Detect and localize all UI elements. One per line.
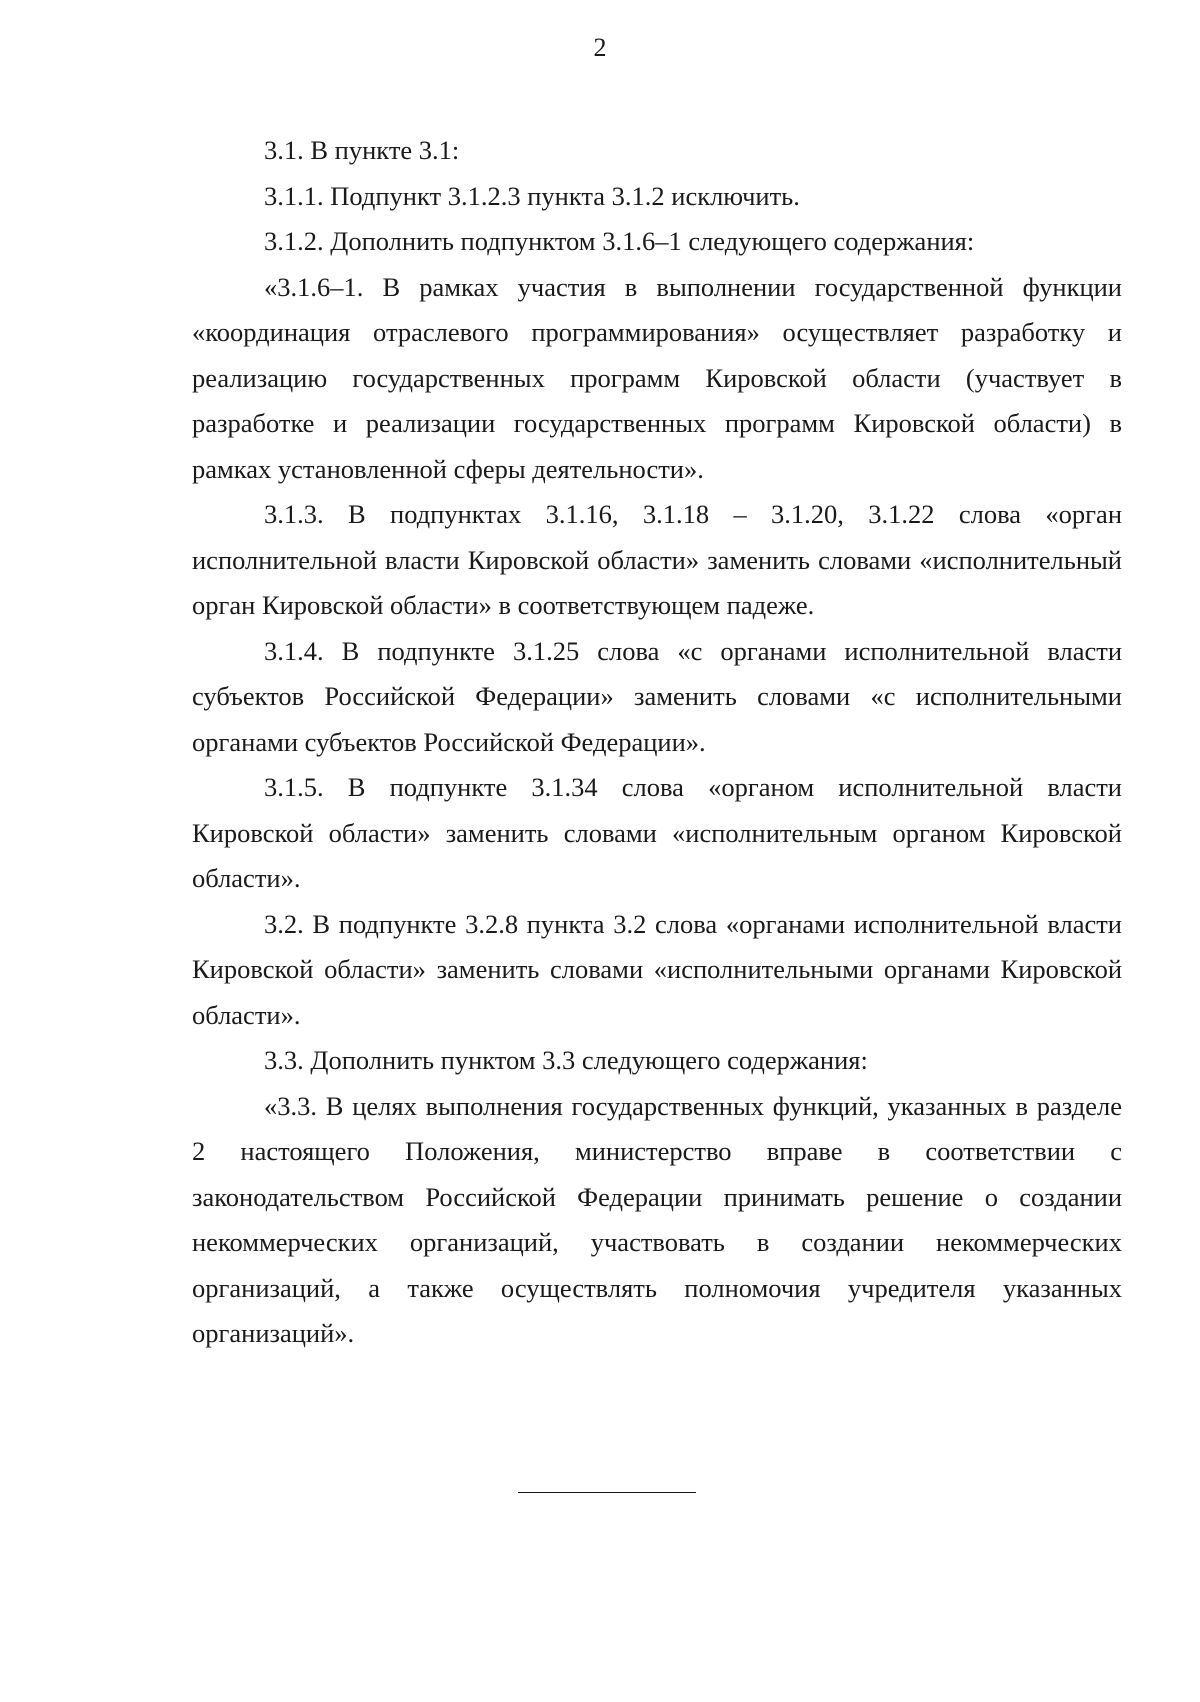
paragraph-3-1: 3.1. В пункте 3.1:: [264, 135, 460, 165]
paragraph-3-2: 3.2. В подпункте 3.2.8 пункта 3.2 слова «органами исполнительной власти Кировской области» заменить словами «исполнительными органами Кировской области».: [192, 908, 1122, 1030]
document-body: [192, 128, 1122, 1357]
paragraph-3-1-6-1-quote: «3.1.6–1. В рамках участия в выполнении государственной функции «координация отраслевого программирования» осуществляет разработку и реализацию государственных программ Кировской области (участвует в разработке и реализации государственных программ Кировской области) в рамках установленной сферы деятельности».: [192, 271, 1122, 484]
paragraph-3-1-2: 3.1.2. Дополнить подпунктом 3.1.6–1 следующего содержания:: [264, 226, 975, 256]
paragraph-3-1-3: 3.1.3. В подпунктах 3.1.16, 3.1.18 – 3.1.20, 3.1.22 слова «орган исполнительной власти Кировской области» заменить словами «исполнительный орган Кировской области» в соответствующем падеже.: [192, 499, 1122, 620]
paragraph-3-3-quote: «3.3. В целях выполнения государственных функций, указанных в разделе 2 настоящего Положения, министерство вправе в соответствии с законодательством Российской Федерации принимать решение о создании некоммерческих организаций, участвовать в создании некоммерческих организаций, а также осуществлять полномочия учредителя указанных организаций».: [192, 1090, 1122, 1348]
paragraph-3-3: 3.3. Дополнить пунктом 3.3 следующего содержания:: [264, 1045, 868, 1075]
paragraph-3-1-4: 3.1.4. В подпункте 3.1.25 слова «с органами исполнительной власти субъектов Российской Федерации» заменить словами «с исполнительными органами субъектов Российской Федерации».: [192, 635, 1122, 757]
paragraph-3-1-1: 3.1.1. Подпункт 3.1.2.3 пункта 3.1.2 исключить.: [264, 180, 800, 211]
page-number: 2: [593, 33, 607, 62]
end-of-text-rule: [518, 1492, 696, 1493]
paragraph-3-1-5: 3.1.5. В подпункте 3.1.34 слова «органом исполнительной власти Кировской области» заменить словами «исполнительным органом Кировской области».: [192, 772, 1122, 893]
